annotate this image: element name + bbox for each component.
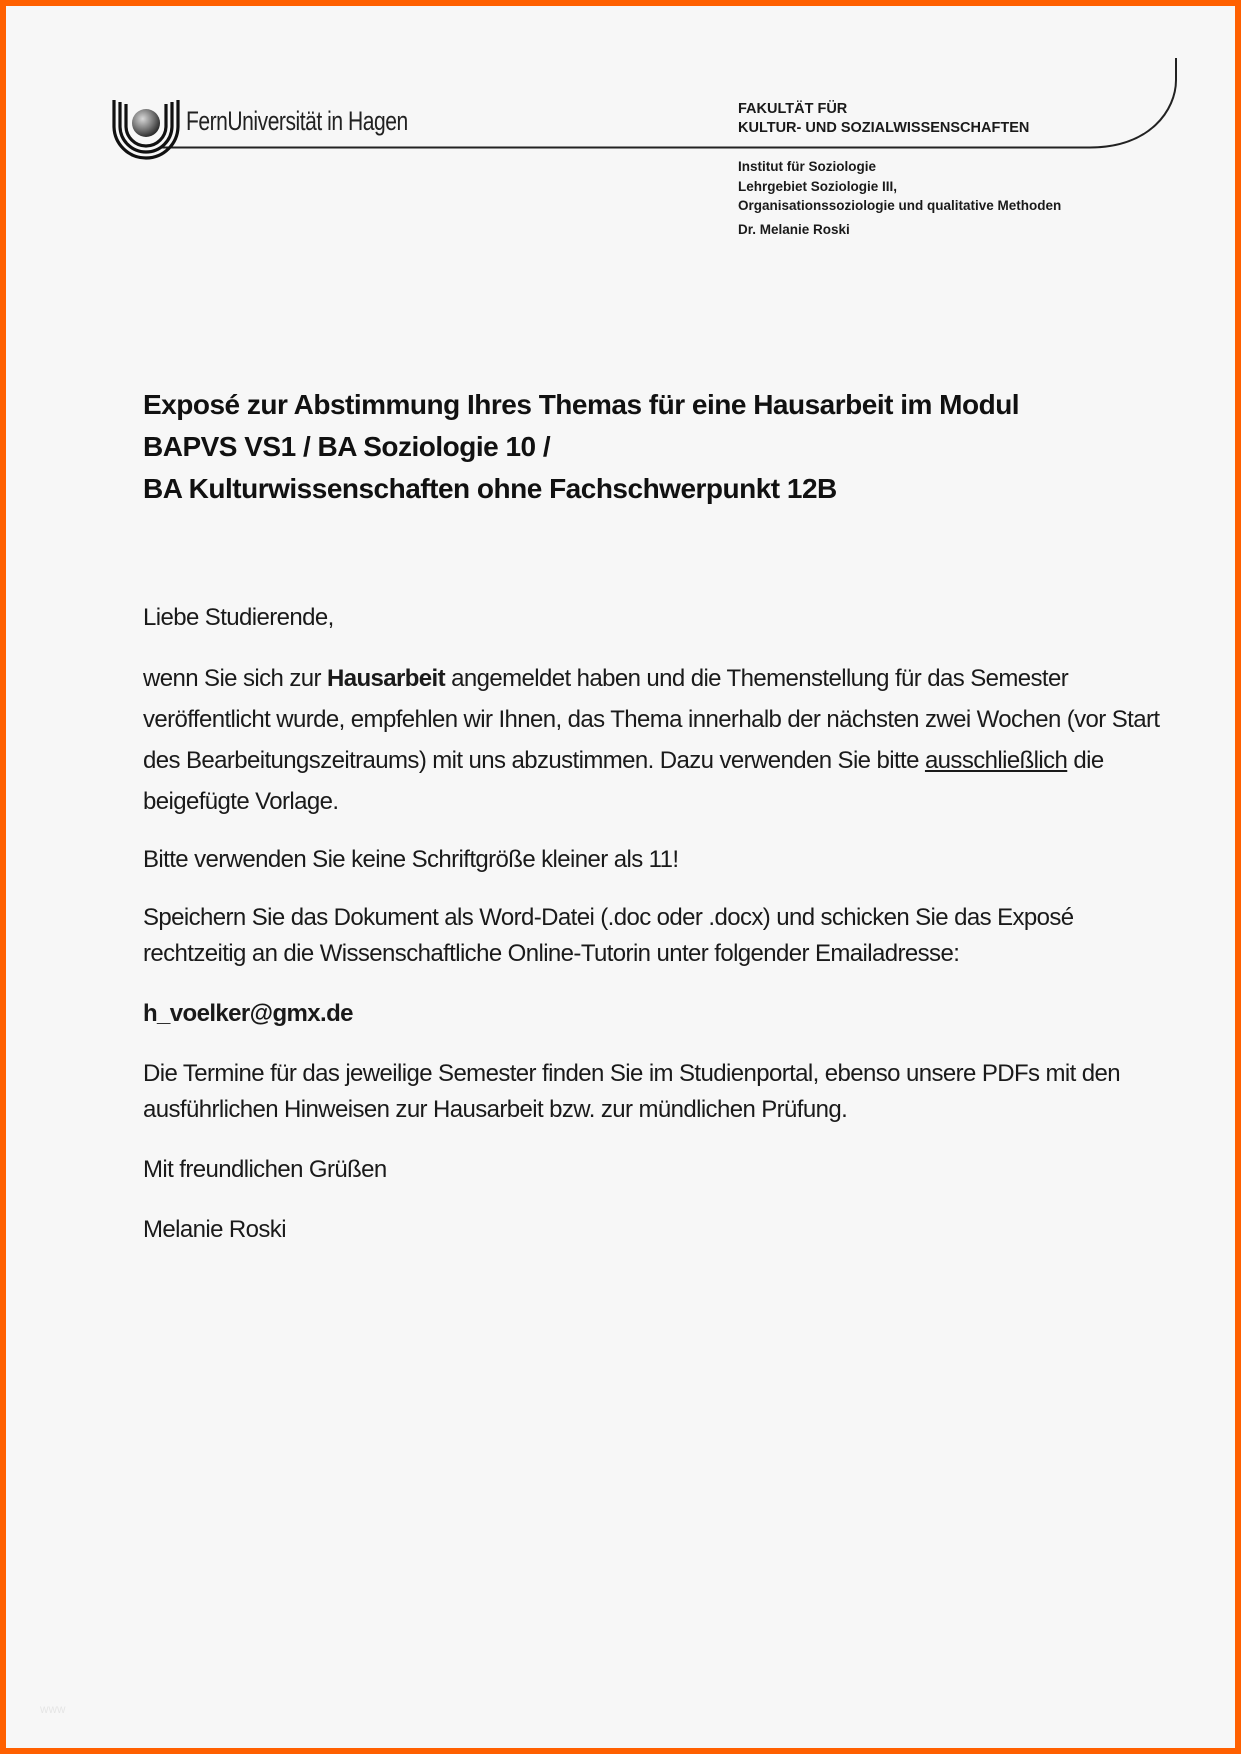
institute-line-3: Organisationssoziologie und qualitative Methoden [738, 198, 1062, 213]
title-line-1: Exposé zur Abstimmung Ihres Themas für eine Hausarbeit im Modul [143, 389, 1020, 420]
hausarbeit-bold: Hausarbeit [326, 665, 446, 692]
institute-block [738, 157, 1061, 239]
title-line-3: BA Kulturwissenschaften ohne Fachschwerpunkt 12B [143, 473, 837, 504]
salutation: Liebe Studierende, [143, 604, 334, 631]
university-name: FernUniversität in Hagen [186, 106, 408, 136]
faculty-line-1: FAKULTÄT FÜR [738, 101, 848, 117]
institute-line-2: Lehrgebiet Soziologie III, [738, 178, 898, 194]
paragraph-font-size: Bitte verwenden Sie keine Schriftgröße kleiner als 11! [143, 846, 679, 873]
paragraph-dates: Die Termine für das jeweilige Semester finden Sie im Studienportal, ebenso unsere PDFs mit den ausführlichen Hinweisen zur Hausarbeit bzw. zur mündlichen Prüfung. [143, 1060, 1121, 1123]
para1-text-end: die beigefügte Vorlage. [143, 747, 1104, 815]
document-title [143, 384, 1143, 510]
fernuni-logo-icon [112, 96, 180, 160]
watermark: WWW [40, 1705, 66, 1715]
email-address[interactable]: h_voelker@gmx.de [143, 1000, 353, 1027]
para1-text-middle: angemeldet haben und die Themenstellung für das Semester veröffentlicht wurde, empfehlen wir Ihnen, das Thema innerhalb der nächsten zwei Wochen (vor Start des Bearbeitungszeitraums) mit uns abzustimmen. Dazu verwenden Sie bitte [143, 665, 1160, 774]
paragraph-instructions [143, 658, 1163, 822]
institute-line-1: Institut für Soziologie [738, 159, 876, 174]
closing: Mit freundlichen Grüßen [143, 1156, 387, 1183]
para1-text-start: wenn Sie sich zur [143, 665, 327, 692]
sender-name: Dr. Melanie Roski [738, 221, 850, 237]
title-line-2: BAPVS VS1 / BA Soziologie 10 / [143, 431, 551, 462]
paragraph-save-send: Speichern Sie das Dokument als Word-Datei (.doc oder .docx) und schicken Sie das Exposé rechtzeitig an die Wissenschaftliche Online-Tutorin unter folgender Emailadresse: [143, 904, 1074, 967]
letter-body [143, 600, 1163, 1248]
faculty-line-2: KULTUR- UND SOZIALWISSENSCHAFTEN [738, 120, 1030, 136]
ausschliesslich-underlined: ausschließlich [924, 747, 1068, 774]
faculty-block [738, 100, 1029, 138]
signature: Melanie Roski [143, 1216, 286, 1243]
